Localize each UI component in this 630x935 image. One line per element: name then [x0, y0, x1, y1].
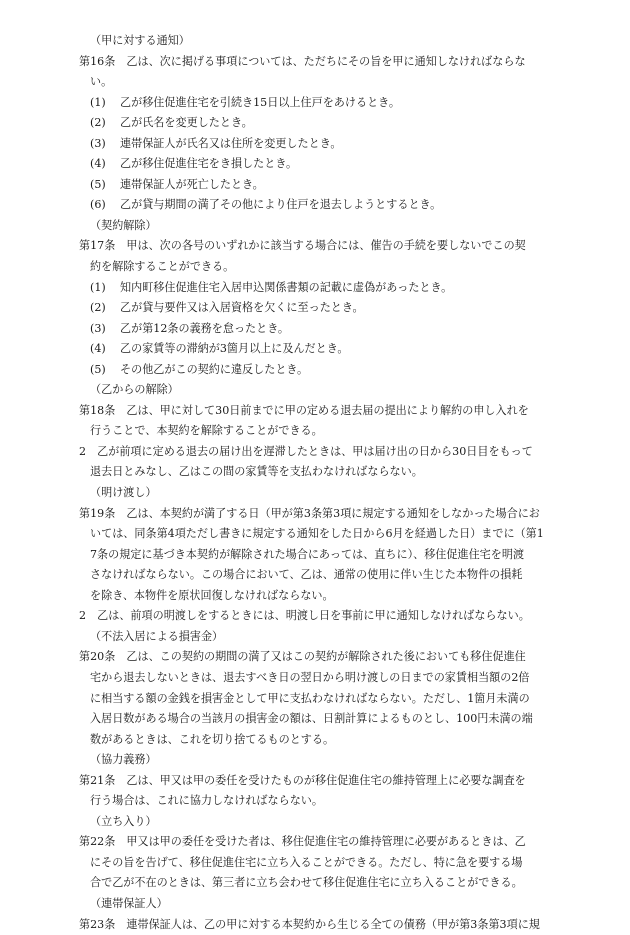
list-item-number: (5): [90, 177, 106, 191]
article-paragraph-continuation: 約を解除することができる。: [90, 260, 235, 274]
article-paragraph-continuation: 行う場合は、これに協力しなければならない。: [90, 794, 323, 808]
list-item-number: (5): [90, 362, 106, 376]
article-paragraph-continuation: 数があるときは、これを切り捨てるものとする。: [90, 732, 335, 746]
article-paragraph-continuation: を除き、本物件を原状回復しなければならない。: [90, 588, 334, 602]
list-item-text: 乙が移住促進住宅をき損したとき。: [120, 157, 298, 171]
list-item-text: 乙が貸与期間の満了その他により住戸を退去しようとするとき。: [120, 198, 442, 212]
article-caption: （不法入居による損害金）: [90, 629, 224, 643]
list-item-number: (4): [90, 157, 106, 171]
list-item-text: 乙が氏名を変更したとき。: [120, 116, 253, 130]
list-item: [79, 319, 564, 340]
article-paragraph-continuation: いては、同条第4項ただし書きに規定する通知をした日から6月を経過した日）までに（第1: [90, 527, 544, 541]
article-caption: （立ち入り）: [90, 814, 157, 828]
article-caption: （連帯保証人）: [90, 896, 168, 910]
article-caption: （契約解除）: [90, 218, 157, 232]
article-paragraph-line: 2 乙が前項に定める退去の届け出を遅滞したときは、甲は届け出の日から30日目をもって: [79, 444, 533, 458]
article-paragraph-continuation: 入居日数がある場合の当該月の損害金の額は、日割計算によるものとし、100円未満の端: [90, 712, 533, 726]
list-item: [79, 134, 564, 155]
list-item: [79, 93, 564, 114]
article-paragraph-line: 第21条 乙は、甲又は甲の委任を受けたものが移住促進住宅の維持管理上に必要な調査を: [79, 773, 526, 787]
list-item: [79, 113, 564, 134]
list-item: [79, 298, 564, 319]
list-item: [79, 360, 564, 381]
article-paragraph-line: 第17条 甲は、次の各号のいずれかに該当する場合には、催告の手続を要しないでこの契: [79, 239, 526, 253]
article-paragraph-continuation: 宅から退去しないときは、退去すべき日の翌日から明け渡しの日までの家賃相当額の2倍: [90, 670, 530, 684]
list-item-number: (2): [90, 116, 106, 130]
list-item-number: (1): [90, 280, 106, 294]
list-item-number: (6): [90, 198, 106, 212]
article-caption: （協力義務）: [90, 753, 157, 767]
list-item: [79, 195, 564, 216]
list-item-text: 乙が移住促進住宅を引続き15日以上住戸をあけるとき。: [120, 95, 400, 109]
list-item: [79, 278, 564, 299]
list-item-number: (4): [90, 342, 106, 356]
list-item: [79, 339, 564, 360]
article-caption: （甲に対する通知）: [90, 34, 190, 47]
article-paragraph-line: 2 乙は、前項の明渡しをするときには、明渡し日を事前に甲に通知しなければならない。: [79, 609, 530, 623]
article-paragraph-line: 第18条 乙は、甲に対して30日前までに甲の定める退去届の提出により解約の申し入れを: [79, 403, 529, 417]
list-item-text: その他乙がこの契約に違反したとき。: [120, 362, 309, 376]
article-paragraph-continuation: 7条の規定に基づき本契約が解除された場合にあっては、直ちに）、移住促進住宅を明渡: [90, 547, 525, 561]
article-paragraph-continuation: にその旨を告げて、移住促進住宅に立ち入ることができる。ただし、特に急を要する場: [90, 855, 523, 869]
article-paragraph-line: 第23条 連帯保証人は、乙の甲に対する本契約から生じる全ての債務（甲が第3条第3項に規: [79, 917, 540, 931]
article-paragraph-continuation: 合で乙が不在のときは、第三者に立ち会わせて移住促進住宅に立ち入ることができる。: [90, 876, 523, 890]
list-item-text: 乙の家賃等の滞納が3箇月以上に及んだとき。: [120, 342, 349, 356]
list-item-number: (3): [90, 136, 106, 150]
article-paragraph-line: 第16条 乙は、次に掲げる事項については、ただちにその旨を甲に通知しなければならな: [79, 54, 526, 68]
article-paragraph-continuation: 退去日とみなし、乙はこの間の家賃等を支払わなければならない。: [90, 465, 423, 479]
article-paragraph-continuation: 行うことで、本契約を解除することができる。: [90, 424, 323, 438]
article-paragraph-line: 第22条 甲又は甲の委任を受けた者は、移住促進住宅の維持管理に必要があるときは、乙: [79, 835, 526, 849]
list-item-text: 連帯保証人が死亡したとき。: [120, 177, 264, 191]
article-paragraph-continuation: さなければならない。この場合において、乙は、通常の使用に伴い生じた本物件の損耗: [90, 568, 523, 582]
list-item-number: (2): [90, 301, 106, 315]
list-item: [79, 154, 564, 175]
list-item: [79, 175, 564, 196]
list-item-text: 知内町移住促進住宅入居申込関係書類の記載に虚偽があったとき。: [120, 280, 453, 294]
list-item-text: 乙が第12条の義務を怠ったとき。: [120, 321, 289, 335]
list-item-text: 乙が貸与要件又は入居資格を欠くに至ったとき。: [120, 301, 364, 315]
list-item-number: (1): [90, 95, 106, 109]
article-paragraph-line: 第19条 乙は、本契約が満了する日（甲が第3条第3項に規定する通知をしなかった場合にお: [79, 506, 540, 520]
article-paragraph-line: 第20条 乙は、この契約の期間の満了又はこの契約が解除された後においても移住促進住: [79, 650, 526, 664]
list-item-text: 連帯保証人が氏名又は住所を変更したとき。: [120, 136, 342, 150]
article-caption: （明け渡し）: [90, 486, 157, 500]
article-caption: （乙からの解除）: [90, 383, 179, 397]
list-item-number: (3): [90, 321, 106, 335]
article-paragraph-continuation: に相当する額の金銭を損害金として甲に支払わなければならない。ただし、1箇月未満の: [90, 691, 530, 705]
article-paragraph-continuation: い。: [90, 75, 113, 89]
